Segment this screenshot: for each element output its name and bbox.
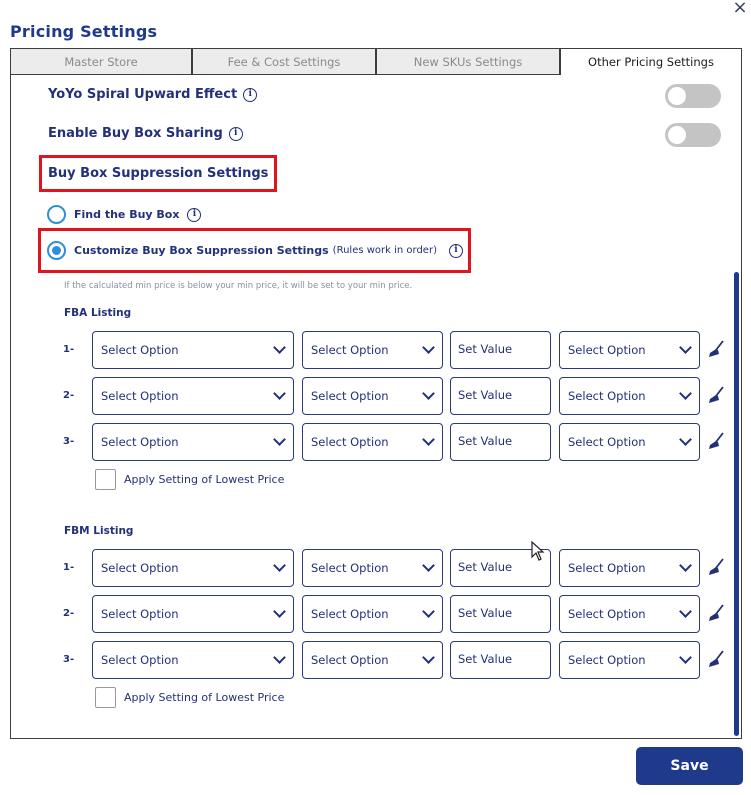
fba-row-2-select-3[interactable] <box>559 377 700 415</box>
fba-apply-lowest-checkbox[interactable] <box>95 469 284 490</box>
chevron-down-icon <box>679 387 692 400</box>
fbm-row-3-value-input[interactable] <box>450 641 551 679</box>
chevron-down-icon <box>422 651 435 664</box>
chevron-down-icon <box>273 341 286 354</box>
mouse-cursor-icon <box>531 541 545 561</box>
fba-row-1-select-2[interactable] <box>302 331 443 369</box>
radio-find-label: Find the Buy Box <box>74 208 180 221</box>
select-value: Select Option <box>311 561 389 575</box>
select-value: Select Option <box>101 435 179 449</box>
toggle-knob <box>668 126 686 144</box>
chevron-down-icon <box>422 341 435 354</box>
value-placeholder: Set Value <box>458 434 513 448</box>
value-placeholder: Set Value <box>458 606 513 620</box>
scrollbar[interactable] <box>734 272 739 736</box>
broom-icon[interactable] <box>707 386 725 404</box>
checkbox-box <box>95 687 116 708</box>
select-value: Select Option <box>568 607 646 621</box>
chevron-down-icon <box>679 559 692 572</box>
radio-find-buy-box[interactable] <box>47 205 201 224</box>
select-value: Select Option <box>311 607 389 621</box>
info-icon[interactable]: i <box>449 244 463 258</box>
fba-row-3-num: 3- <box>63 436 75 447</box>
select-value: Select Option <box>101 561 179 575</box>
fba-row-3-select-3[interactable] <box>559 423 700 461</box>
yoyo-label: YoYo Spiral Upward Effect <box>48 87 238 102</box>
buybox-sharing-label: Enable Buy Box Sharing <box>48 126 223 141</box>
fbm-row-2-value-input[interactable] <box>450 595 551 633</box>
select-value: Select Option <box>568 653 646 667</box>
value-placeholder: Set Value <box>458 560 513 574</box>
fbm-row-2-select-2[interactable] <box>302 595 443 633</box>
yoyo-setting <box>48 87 257 102</box>
fba-row-2-value-input[interactable] <box>450 377 551 415</box>
chevron-down-icon <box>679 433 692 446</box>
info-icon[interactable]: i <box>243 88 257 102</box>
tab-new-skus-settings[interactable]: New SKUs Settings <box>377 49 561 75</box>
fbm-row-1-select-1[interactable] <box>92 549 294 587</box>
fba-row-1-num: 1- <box>63 344 75 355</box>
fbm-row-1-num: 1- <box>63 562 75 573</box>
chevron-down-icon <box>422 433 435 446</box>
select-value: Select Option <box>101 389 179 403</box>
select-value: Select Option <box>568 343 646 357</box>
fbm-row-3-num: 3- <box>63 654 75 665</box>
select-value: Select Option <box>568 389 646 403</box>
suppression-heading-text: Buy Box Suppression Settings <box>48 166 269 181</box>
radio-customize-label: Customize Buy Box Suppression Settings <box>74 244 329 257</box>
radio-circle <box>47 205 66 224</box>
value-placeholder: Set Value <box>458 388 513 402</box>
radio-customize[interactable] <box>47 241 463 260</box>
fba-listing-title: FBA Listing <box>64 307 132 319</box>
suppression-heading <box>48 166 268 181</box>
fbm-listing-title: FBM Listing <box>64 525 134 537</box>
radio-circle-checked <box>47 241 66 260</box>
select-value: Select Option <box>311 435 389 449</box>
buybox-sharing-toggle[interactable] <box>665 123 721 147</box>
save-button[interactable]: Save <box>636 747 743 785</box>
chevron-down-icon <box>679 605 692 618</box>
chevron-down-icon <box>273 605 286 618</box>
fbm-apply-lowest-checkbox[interactable] <box>95 687 284 708</box>
select-value: Select Option <box>311 343 389 357</box>
chevron-down-icon <box>422 387 435 400</box>
fba-apply-lowest-label: Apply Setting of Lowest Price <box>124 473 285 486</box>
fba-row-3-select-2[interactable] <box>302 423 443 461</box>
fbm-row-3-select-2[interactable] <box>302 641 443 679</box>
broom-icon[interactable] <box>707 604 725 622</box>
fbm-row-2-select-1[interactable] <box>92 595 294 633</box>
broom-icon[interactable] <box>707 650 725 668</box>
select-value: Select Option <box>101 653 179 667</box>
info-icon[interactable]: i <box>187 208 201 222</box>
chevron-down-icon <box>273 559 286 572</box>
chevron-down-icon <box>273 433 286 446</box>
fbm-row-2-num: 2- <box>63 608 75 619</box>
checkbox-box <box>95 469 116 490</box>
broom-icon[interactable] <box>707 432 725 450</box>
fba-row-1-select-3[interactable] <box>559 331 700 369</box>
select-value: Select Option <box>101 343 179 357</box>
chevron-down-icon <box>273 387 286 400</box>
fbm-row-1-select-2[interactable] <box>302 549 443 587</box>
value-placeholder: Set Value <box>458 342 513 356</box>
tab-master-store[interactable]: Master Store <box>11 49 193 75</box>
fba-row-3-value-input[interactable] <box>450 423 551 461</box>
fba-row-1-select-1[interactable] <box>92 331 294 369</box>
select-value: Select Option <box>568 435 646 449</box>
toggle-knob <box>668 87 686 105</box>
fba-row-2-select-2[interactable] <box>302 377 443 415</box>
fba-row-3-select-1[interactable] <box>92 423 294 461</box>
close-icon[interactable]: × <box>732 0 748 18</box>
min-price-note: If the calculated min price is below your min price, it will be set to your min price. <box>64 281 413 291</box>
tab-bar <box>10 48 742 75</box>
fba-row-2-num: 2- <box>63 390 75 401</box>
fbm-row-3-select-3[interactable] <box>559 641 700 679</box>
fbm-row-2-select-3[interactable] <box>559 595 700 633</box>
fbm-row-1-select-3[interactable] <box>559 549 700 587</box>
chevron-down-icon <box>273 651 286 664</box>
select-value: Select Option <box>311 653 389 667</box>
chevron-down-icon <box>679 341 692 354</box>
fba-row-2-select-1[interactable] <box>92 377 294 415</box>
fba-row-1-value-input[interactable] <box>450 331 551 369</box>
yoyo-toggle[interactable] <box>665 84 721 108</box>
select-value: Select Option <box>311 389 389 403</box>
chevron-down-icon <box>422 559 435 572</box>
chevron-down-icon <box>679 651 692 664</box>
broom-icon[interactable] <box>707 558 725 576</box>
dialog-title: Pricing Settings <box>10 22 158 41</box>
select-value: Select Option <box>568 561 646 575</box>
tab-other-pricing-settings[interactable]: Other Pricing Settings <box>561 49 741 75</box>
radio-customize-note: (Rules work in order) <box>332 245 437 256</box>
fbm-row-3-select-1[interactable] <box>92 641 294 679</box>
chevron-down-icon <box>422 605 435 618</box>
broom-icon[interactable] <box>707 340 725 358</box>
buybox-sharing-setting <box>48 126 243 141</box>
info-icon[interactable]: i <box>229 127 243 141</box>
select-value: Select Option <box>101 607 179 621</box>
fbm-apply-lowest-label: Apply Setting of Lowest Price <box>124 691 285 704</box>
tab-fee-cost-settings[interactable]: Fee & Cost Settings <box>193 49 377 75</box>
value-placeholder: Set Value <box>458 652 513 666</box>
